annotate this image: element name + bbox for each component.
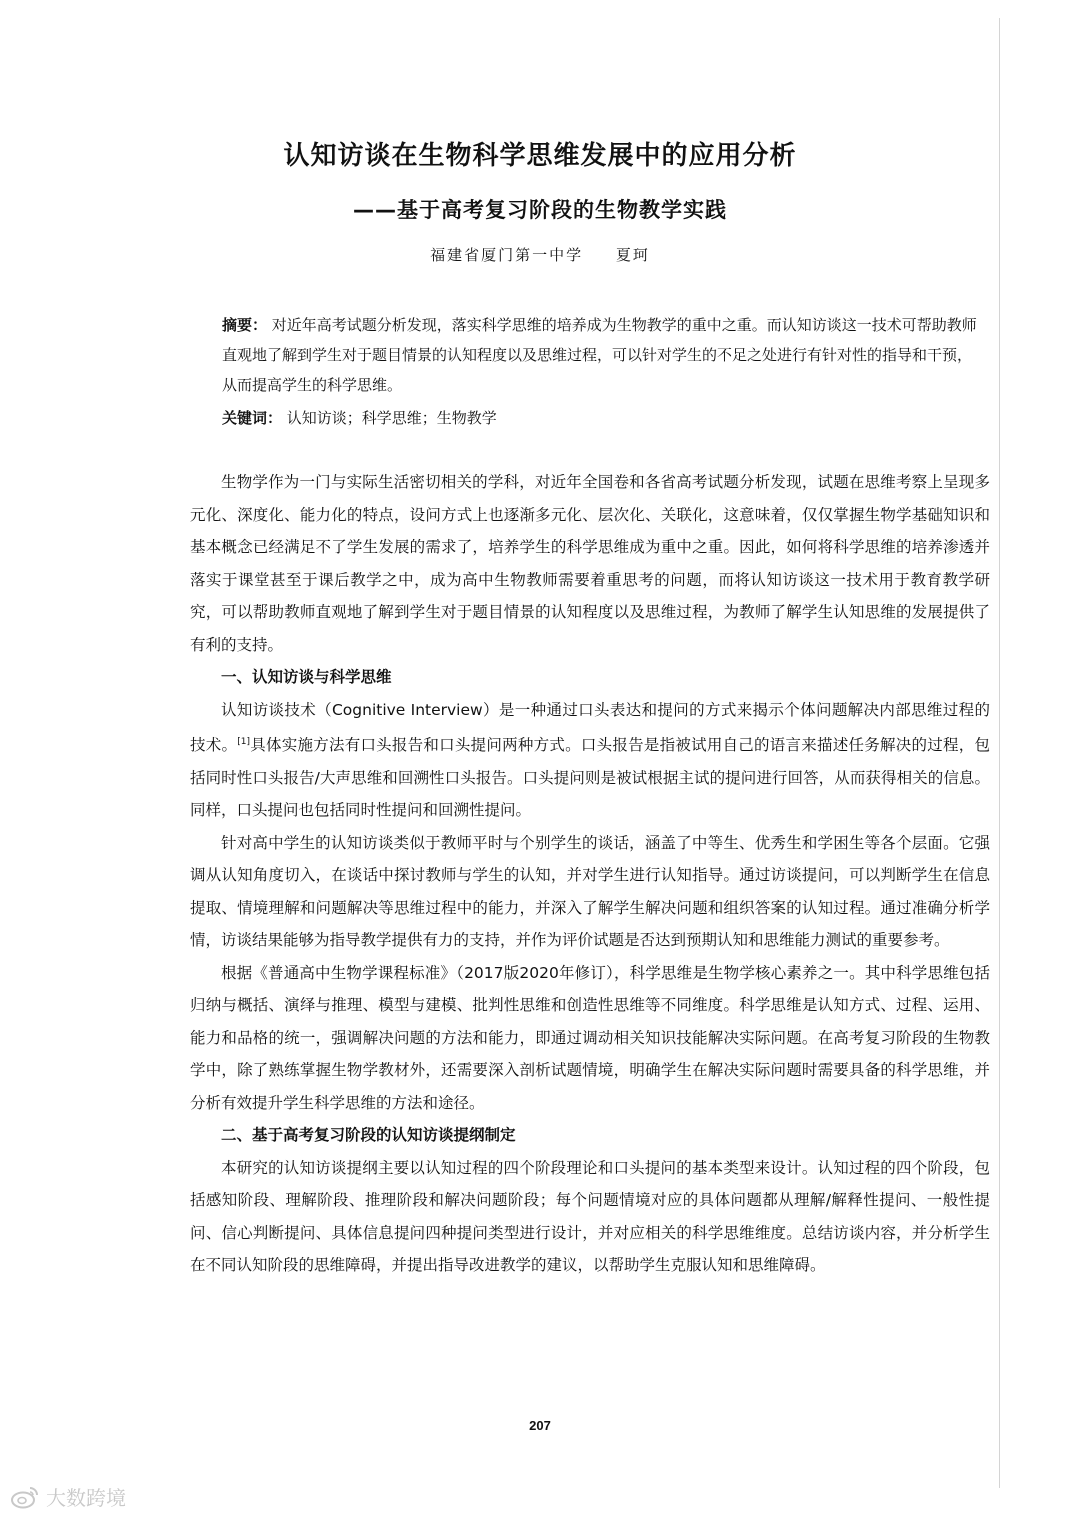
s1-p1-text-a: 认知访谈技术（Cognitive Interview）是一种通过口头表达和提问的方式来揭示个体问题解决内部思维过程的技术。 [190, 700, 990, 755]
page-edge-line [999, 18, 1000, 1488]
section-1-paragraph-1 [190, 694, 990, 827]
keywords [222, 404, 980, 432]
author-affiliation: 福建省厦门第一中学 [430, 246, 584, 264]
section-1-heading: 一、认知访谈与科学思维 [221, 668, 392, 686]
paper-body [190, 466, 990, 1282]
abstract [222, 310, 980, 400]
keywords-text: 认知访谈；科学思维；生物教学 [286, 409, 497, 427]
paper-subtitle: ——基于高考复习阶段的生物教学实践 [353, 198, 727, 222]
keywords-label: 关键词： [222, 409, 283, 427]
abstract-text: 对近年高考试题分析发现，落实科学思维的培养成为生物教学的重中之重。而认知访谈这一技术可帮助教师直观地了解到学生对于题目情景的认知程度以及思维过程，可以针对学生的不足之处进行有针对性的指导和干预，从而提高学生的科学思维。 [222, 316, 977, 394]
author-line [0, 244, 1080, 265]
s1-p1-text-b: 具体实施方法有口头报告和口头提问两种方式。口头报告是指被试用自己的语言来描述任务解决的过程，包括同时性口头报告/大声思维和回溯性口头报告。口头提问则是被试根据主试的提问进行回答，从而获得相关的信息。同样，口头提问也包括同时性提问和回溯性提问。 [190, 736, 990, 820]
weibo-logo-icon [10, 1485, 40, 1509]
intro-paragraph: 生物学作为一门与实际生活密切相关的学科，对近年全国卷和各省高考试题分析发现，试题在思维考察上呈现多元化、深度化、能力化的特点，设问方式上也逐渐多元化、层次化、关联化，这意味着，仅仅掌握生物学基础知识和基本概念已经满足不了学生发展的需求了，培养学生的科学思维成为重中之重。因此，如何将科学思维的培养渗透并落实于课堂甚至于课后教学之中，成为高中生物教师需要着重思考的问题，而将认知访谈这一技术用于教育教学研究，可以帮助教师直观地了解到学生对于题目情景的认知程度以及思维过程，为教师了解学生认知思维的发展提供了有利的支持。 [190, 473, 990, 654]
section-1-paragraph-2: 针对高中学生的认知访谈类似于教师平时与个别学生的谈话，涵盖了中等生、优秀生和学困生等各个层面。它强调从认知角度切入，在谈话中探讨教师与学生的认知，并对学生进行认知指导。通过访谈提问，可以判断学生在信息提取、情境理解和问题解决等思维过程中的能力，并深入了解学生解决问题和组织答案的认知过程。通过准确分析学情，访谈结果能够为指导教学提供有力的支持，并作为评价试题是否达到预期认知和思维能力测试的重要参考。 [190, 833, 990, 950]
citation-ref: [1] [237, 737, 250, 747]
page-number: 207 [529, 1418, 551, 1433]
author-name: 夏珂 [615, 246, 650, 264]
paper-title: 认知访谈在生物科学思维发展中的应用分析 [283, 141, 797, 171]
section-1-paragraph-3: 根据《普通高中生物学课程标准》（2017版2020年修订），科学思维是生物学核心素养之一。其中科学思维包括归纳与概括、演绎与推理、模型与建模、批判性思维和创造性思维等不同维度。科学思维是认知方式、过程、运用、能力和品格的统一，强调解决问题的方法和能力，即通过调动相关知识技能解决实际问题。在高考复习阶段的生物教学中，除了熟练掌握生物学教材外，还需要深入剖析试题情境，明确学生在解决实际问题时需要具备的科学思维，并分析有效提升学生科学思维的方法和途径。 [190, 963, 990, 1112]
section-2-heading: 二、基于高考复习阶段的认知访谈提纲制定 [221, 1126, 516, 1145]
watermark [10, 1482, 126, 1511]
abstract-label: 摘要： [222, 316, 268, 334]
section-2-paragraph-1: 本研究的认知访谈提纲主要以认知过程的四个阶段理论和口头提问的基本类型来设计。认知过程的四个阶段，包括感知阶段、理解阶段、推理阶段和解决问题阶段；每个问题情境对应的具体问题都从理解/解释性提问、一般性提问、信心判断提问、具体信息提问四种提问类型进行设计，并对应相关的科学思维维度。总结访谈内容，并分析学生在不同认知阶段的思维障碍，并提出指导改进教学的建议，以帮助学生克服认知和思维障碍。 [190, 1158, 990, 1275]
watermark-text: 大数跨境 [46, 1486, 126, 1510]
